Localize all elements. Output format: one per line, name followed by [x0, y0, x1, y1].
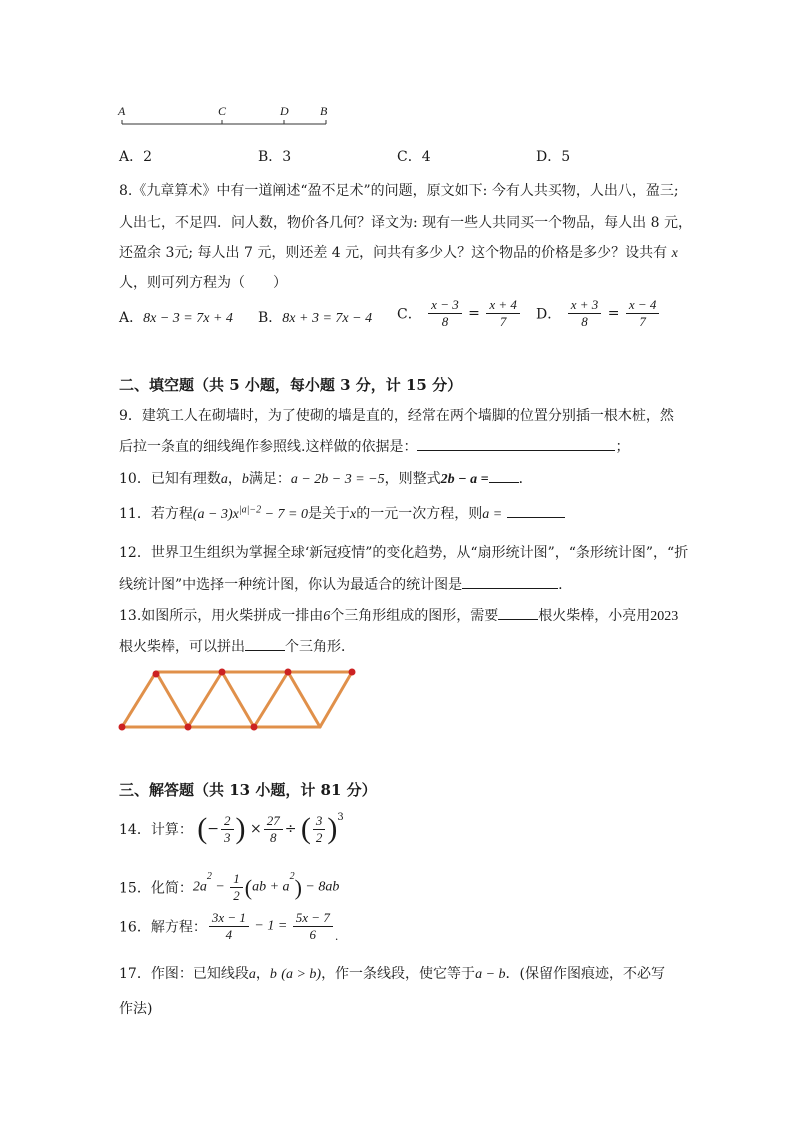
q13-mid2: 根火柴棒，小亮用: [538, 608, 651, 624]
q9-tail: ；: [615, 439, 630, 455]
q10-b: b: [241, 472, 249, 487]
q16-mid: − 1 =: [250, 918, 291, 934]
q14-frac-2: [264, 813, 283, 846]
q17-cond: (a > b): [281, 967, 322, 982]
q8-option-a-eq: 8x − 3 = 7x + 4: [143, 311, 233, 326]
match-head-5: [251, 724, 258, 731]
q16-pre: 16．解方程：: [119, 919, 207, 936]
q9-answer-blank[interactable]: [417, 436, 615, 451]
label-a: A: [118, 104, 126, 118]
q14-times: ×: [249, 821, 262, 837]
q15-t1: 2a: [192, 879, 207, 895]
q8-var-x: x: [671, 246, 678, 261]
matchstick-svg: [114, 664, 360, 736]
q13-line-2: [119, 636, 355, 656]
q11-eq-right: − 7 = 0: [261, 507, 308, 522]
q10-pre: 10．已知有理数: [119, 471, 221, 487]
q16-frac-left: [209, 910, 249, 943]
match-head-6: [285, 669, 292, 676]
q8-option-b-eq: 8x + 3 = 7x − 4: [282, 311, 373, 326]
q15-paren-close: ): [294, 874, 302, 900]
q15-minus: −: [211, 879, 229, 895]
q15-tail: − 8ab: [301, 879, 340, 895]
match-7: [320, 672, 352, 727]
q10-mid2: ，则整式: [384, 471, 441, 487]
q16-ln: 3x − 1: [209, 910, 249, 927]
q11-x: x: [349, 507, 357, 522]
q14-f2d: 8: [269, 829, 277, 845]
q11-mid2: 的一元一次方程，则: [356, 506, 483, 522]
q16-tail: .: [334, 930, 339, 943]
q8-option-a: [119, 307, 233, 327]
q12-line-1: 12．世界卫生组织为掌握全球‘新冠疫情”的变化趋势，从“扇形统计图”，“条形统计图”，“折: [119, 545, 689, 561]
match-head-3: [185, 724, 192, 731]
q8-d-d2: 7: [639, 314, 646, 329]
q8-option-d-label: D．: [536, 306, 562, 323]
q14-f2n: 27: [264, 813, 283, 830]
q14-pre: 14．计算：: [119, 822, 193, 838]
q10-sep: ，: [227, 471, 242, 487]
q14-frac-3: [313, 813, 326, 846]
q14-f3d: 2: [315, 829, 323, 845]
q15-fd: 2: [233, 888, 240, 903]
q8-d-n2: x − 4: [626, 297, 660, 314]
label-d: D: [280, 104, 289, 118]
q7-option-d: D．5: [536, 149, 571, 165]
q12-tail: .: [558, 577, 563, 593]
q12-line-2-text: 线统计图”中选择一种统计图，你认为最适合的统计图是: [119, 577, 463, 593]
q14-f1n: 2: [221, 813, 234, 830]
q8-d-n1: x + 3: [568, 297, 602, 314]
match-head-2: [153, 671, 160, 678]
q15-frac: [230, 871, 243, 904]
q8-c-d2: 7: [499, 314, 507, 329]
q8-c-eq: =: [468, 305, 480, 322]
q10-a: a: [220, 472, 228, 487]
q14-paren-open-1: (: [197, 812, 208, 845]
match-head-4: [219, 669, 226, 676]
q8-option-b: [258, 307, 372, 327]
q13-six: 6: [323, 609, 331, 624]
q8-line-1: 8.《九章算术》中有一道阐述“盈不足术”的问题，原文如下: 今有人共买物，人出八，盈三;: [119, 183, 679, 199]
match-head-1: [119, 724, 126, 731]
q13-mid: 个三角形组成的图形，需要: [330, 608, 499, 624]
q10-mid: 满足：: [248, 471, 291, 487]
q12-line-2: [119, 574, 563, 594]
q14-power: 3: [337, 812, 344, 823]
q8-option-c-frac-1: [428, 297, 462, 330]
q7-option-b: B．3: [258, 149, 292, 165]
q8-c-n2: x + 4: [486, 297, 520, 314]
q11-mid: 是关于: [307, 506, 350, 522]
q16-rn: 5x − 7: [293, 910, 333, 927]
q13-line-2-pre: 根火柴棒，可以拼出: [119, 639, 245, 655]
q15-fn: 1: [230, 871, 243, 888]
match-4: [222, 672, 254, 727]
q17-tail: ．(保留作图痕迹，不必写: [505, 966, 665, 982]
q16-rd: 6: [309, 927, 317, 942]
match-2: [156, 672, 188, 727]
q14-line: [119, 812, 344, 846]
q8-line-3: [119, 242, 678, 262]
q8-option-b-label: B．: [258, 310, 283, 326]
q11-eq-left: (a − 3)x: [192, 507, 239, 522]
q14-frac-1: [221, 813, 234, 846]
q7-option-a: A．2: [119, 149, 153, 165]
q8-option-c: [397, 297, 522, 330]
segment-figure: [118, 104, 333, 130]
q10-expr: 2b − a =: [440, 472, 489, 487]
q7-option-c: C．4: [397, 149, 431, 165]
q8-line-3-text: 还盈余 3元; 每人出 7 元，则还差 4 元，问共有多少人？这个物品的价格是多少？设共有: [119, 245, 668, 261]
q17-line-1: [119, 963, 665, 983]
q10-tail: ．: [518, 471, 533, 487]
q15-pre: 15．化简：: [119, 880, 193, 897]
q8-line-4: 人，则可列方程为（ ）: [119, 275, 287, 291]
q15-sq-1: 2: [206, 871, 212, 882]
q8-option-c-label: C．: [397, 306, 422, 323]
q17-b: b: [269, 967, 277, 982]
q11-line: [119, 503, 565, 523]
q13-pre: 13.如图所示，用火柴拼成一排由: [119, 608, 324, 624]
q17-line-2: 作法): [119, 1001, 153, 1017]
q17-expr: a − b: [475, 967, 506, 982]
q13-answer-blank-2[interactable]: [245, 636, 285, 651]
q8-d-eq: =: [607, 305, 620, 322]
q12-answer-blank[interactable]: [462, 574, 558, 589]
match-1: [122, 672, 156, 727]
q15-sq-2: 2: [289, 871, 295, 882]
q16-line: [119, 910, 338, 943]
q9-line-1: 9．建筑工人在砌墙时，为了使砌的墙是直的，经常在两个墙脚的位置分别插一根木桩，然: [119, 408, 674, 424]
q8-option-a-label: A．: [119, 310, 144, 326]
q14-paren-open-2: (: [300, 812, 311, 845]
q15-paren-open: (: [244, 874, 253, 900]
q15-inner: ab + a: [252, 879, 290, 895]
section-3-title: 三、解答题（共 13 小题，计 81 分）: [119, 781, 377, 799]
q11-pre: 11．若方程: [119, 506, 193, 522]
q14-paren-close-1: ): [235, 812, 246, 845]
q11-a-eq: a =: [482, 507, 503, 522]
q16-frac-right: [293, 910, 333, 943]
q17-mid: ，作一条线段，使它等于: [321, 966, 476, 982]
label-b: B: [320, 104, 328, 118]
q16-ld: 4: [225, 927, 233, 942]
q17-sep: ，: [255, 966, 270, 982]
q8-option-c-frac-2: [486, 297, 520, 330]
q10-cond: a − 2b − 3 = −5: [290, 472, 385, 487]
q13-line-1: [119, 605, 678, 625]
q14-paren-close-2: ): [327, 812, 338, 845]
q14-f3n: 3: [313, 813, 326, 830]
q13-answer-blank-1[interactable]: [498, 605, 538, 620]
q8-option-d-frac-1: [568, 297, 602, 330]
q17-a: a: [248, 967, 256, 982]
matchstick-figure: [114, 664, 360, 736]
q9-line-2: [119, 436, 629, 456]
section-2-title: 二、填空题（共 5 小题，每小题 3 分，计 15 分）: [119, 376, 463, 394]
q8-c-d1: 8: [441, 314, 449, 329]
q15-line: [119, 871, 339, 904]
q13-line-2-tail: 个三角形．: [285, 639, 355, 655]
match-6: [288, 672, 320, 727]
match-5: [254, 672, 288, 727]
q17-pre: 17．作图：已知线段: [119, 966, 249, 982]
q8-option-d-frac-2: [626, 297, 660, 330]
q13-year: 2023: [650, 609, 679, 624]
q8-option-d: [536, 297, 661, 330]
q14-div: ÷: [284, 821, 297, 837]
q14-f1d: 3: [224, 829, 231, 845]
q9-line-2-text: 后拉一条直的细线绳作参照线.这样做的依据是：: [119, 439, 418, 455]
q10-line: [119, 468, 533, 488]
match-3: [188, 672, 222, 727]
q8-d-d1: 8: [581, 314, 588, 329]
q8-line-2: 人出七，不足四．问人数，物价各几何？译文为: 现有一些人共同买一个物品，每人出 8 元，: [119, 215, 692, 231]
match-head-7: [349, 669, 356, 676]
q8-c-n1: x − 3: [428, 297, 462, 314]
q11-answer-blank[interactable]: [507, 503, 565, 518]
label-c: C: [218, 104, 227, 118]
q10-answer-blank[interactable]: [489, 468, 519, 483]
q14-minus: −: [207, 821, 220, 837]
q11-exponent: |a|−2: [238, 504, 262, 516]
